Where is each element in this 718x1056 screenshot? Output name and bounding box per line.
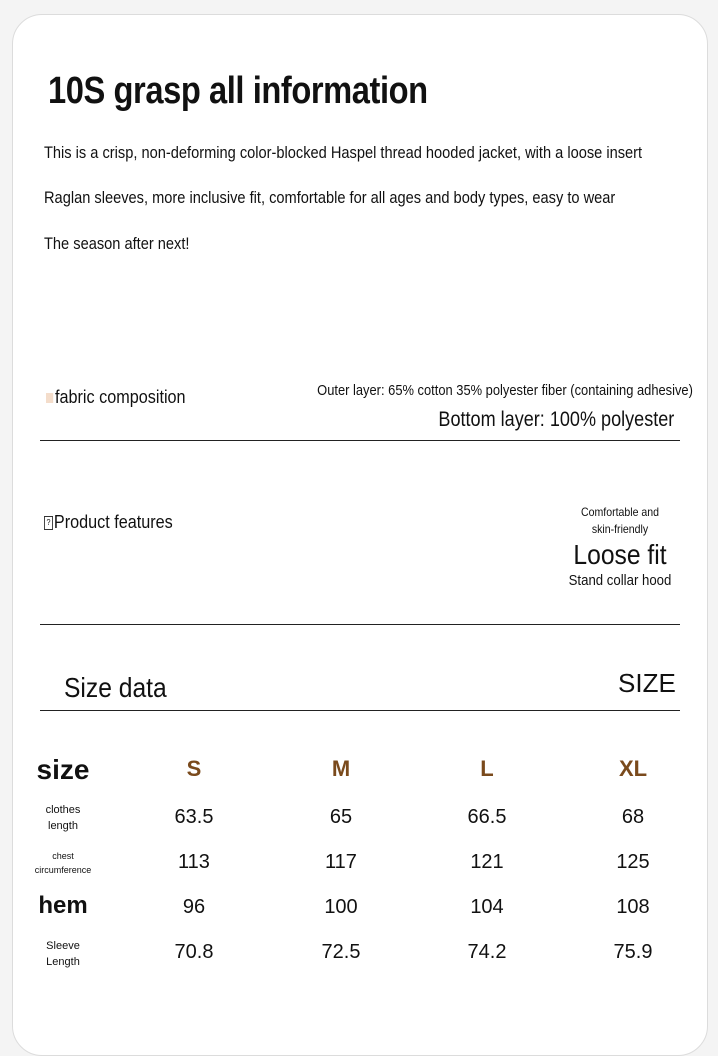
description-line-1: This is a crisp, non-deforming color-blocked Haspel thread hooded jacket, with a loose insert [44,143,643,162]
fabric-outer: Outer layer: 65% cotton 35% polyester fiber (containing adhesive) [317,382,693,399]
table-cell: 66.5 [467,806,507,828]
row-label-clothes-length: clothes length [45,804,81,832]
description-line-3: The season after next! [44,234,190,253]
fabric-bottom: Bottom layer: 100% polyester [438,408,674,431]
bullet-icon [46,393,53,403]
table-cell: 72.5 [321,941,361,963]
size-header-xl: XL [618,756,648,781]
features-icon: ? [44,516,53,530]
fabric-label-text: fabric composition [55,387,186,407]
features-label-text: Product features [53,512,173,532]
features-line-1: Comfortable and [580,505,660,519]
table-header-label: size [36,754,90,785]
table-cell: 96 [182,896,206,918]
table-cell: 113 [178,851,210,873]
divider [40,710,680,711]
size-header-m: M [331,756,351,781]
row-label-hem: hem [38,892,88,919]
fabric-label [46,387,186,408]
size-header-l: L [480,756,494,781]
size-header-s: S [186,756,202,781]
divider [40,624,680,625]
divider [40,440,680,441]
features-line-2: skin-friendly [591,522,649,536]
table-cell: 65 [329,806,353,828]
features-label [44,512,173,533]
features-detail [567,504,673,590]
table-cell: 104 [470,896,504,918]
table-cell: 117 [325,851,357,873]
row-label-sleeve: Sleeve Length [46,940,80,968]
description-line-2: Raglan sleeves, more inclusive fit, comfortable for all ages and body types, easy to wear [44,188,616,207]
row-label-chest: chest circumference [34,851,92,875]
features-highlight: Loose fit [573,539,667,570]
table-cell: 75.9 [613,941,653,963]
table-cell: 70.8 [174,941,214,963]
table-cell: 68 [621,806,645,828]
page-title: 10S grasp all information [48,70,428,112]
size-right-label: SIZE [618,668,676,698]
table-cell: 74.2 [467,941,507,963]
table-cell: 100 [324,896,358,918]
table-cell: 125 [616,851,650,873]
table-cell: 63.5 [174,806,214,828]
size-data-label: Size data [64,672,167,703]
table-cell: 108 [616,896,650,918]
features-line-3: Stand collar hood [568,572,672,589]
table-cell: 121 [470,851,504,873]
